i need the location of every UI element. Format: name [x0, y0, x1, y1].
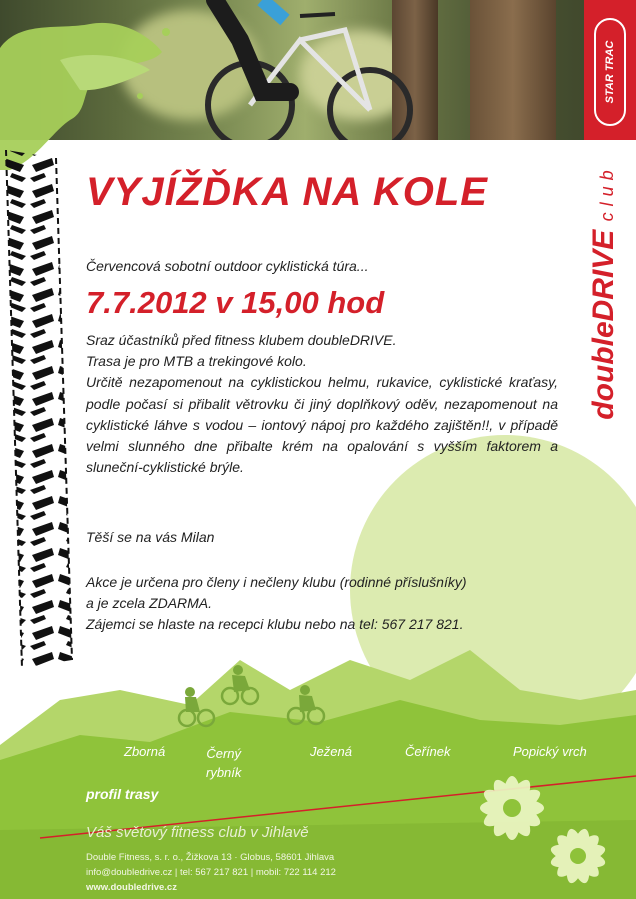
- equipment-paragraph: Určitě nezapomenout na cyklistickou helmu, rukavice, cyklistické kraťasy, podle počasí si přibalit větrovku či jiný doplňkový oděv, nezapomenout na cyklistické láhve s vodou – iontový nápoj pro každého zajištěn!!, v případě velmi slunného dne přibalte krém na opalování s vyšším faktorem a sluneční-cyklistické brýle.: [86, 374, 558, 476]
- poster-title: VYJÍŽĎKA NA KOLE: [86, 170, 488, 214]
- route-profile-label: profil trasy: [86, 786, 159, 802]
- footer-web-link[interactable]: www.doubledrive.cz: [86, 882, 177, 893]
- logo-sub: club: [597, 164, 617, 222]
- route-line: Trasa je pro MTB a trekingové kolo.: [86, 353, 307, 370]
- meeting-line: Sraz účastníků před fitness klubem doubleDRIVE.: [86, 332, 397, 348]
- event-details: [86, 330, 558, 478]
- place-zborna: Zborná: [124, 744, 166, 759]
- logo-main: doubleDRIVE: [587, 229, 620, 420]
- place-cerny-rybnik-line2: rybník: [206, 765, 242, 780]
- place-cerinek: Čeřínek: [405, 744, 451, 759]
- event-date: 7.7.2012 v 15,00 hod: [86, 285, 385, 320]
- footer-contacts: info@doubledrive.cz | tel: 567 217 821 | mobil: 722 114 212: [86, 867, 336, 878]
- place-cerny-rybnik: [206, 744, 241, 782]
- footer-tagline: Váš světový fitness club v Jihlavě: [86, 824, 309, 841]
- footer-address-block: [86, 850, 336, 895]
- event-notes: [86, 572, 566, 636]
- place-popicky-vrch: Popický vrch: [513, 744, 587, 759]
- note-line: Zájemci se hlaste na recepci klubu nebo na tel: 567 217 821.: [86, 616, 464, 633]
- note-line: a je zcela ZDARMA.: [86, 595, 213, 612]
- doubledrive-club-logo: [587, 164, 621, 419]
- star-trac-text: STAR TRAC: [604, 40, 616, 104]
- place-jezena: Ježená: [310, 744, 352, 759]
- sign-off: Těší se na vás Milan: [86, 529, 215, 545]
- note-line: Akce je určena pro členy i nečleny klubu (rodinné příslušníky): [86, 574, 467, 590]
- footer-address: Double Fitness, s. r. o., Žižkova 13 · Globus, 58601 Jihlava: [86, 852, 335, 863]
- intro-text: Červencová sobotní outdoor cyklistická túra...: [86, 258, 369, 274]
- place-cerny-rybnik-line1: Černý: [206, 746, 242, 761]
